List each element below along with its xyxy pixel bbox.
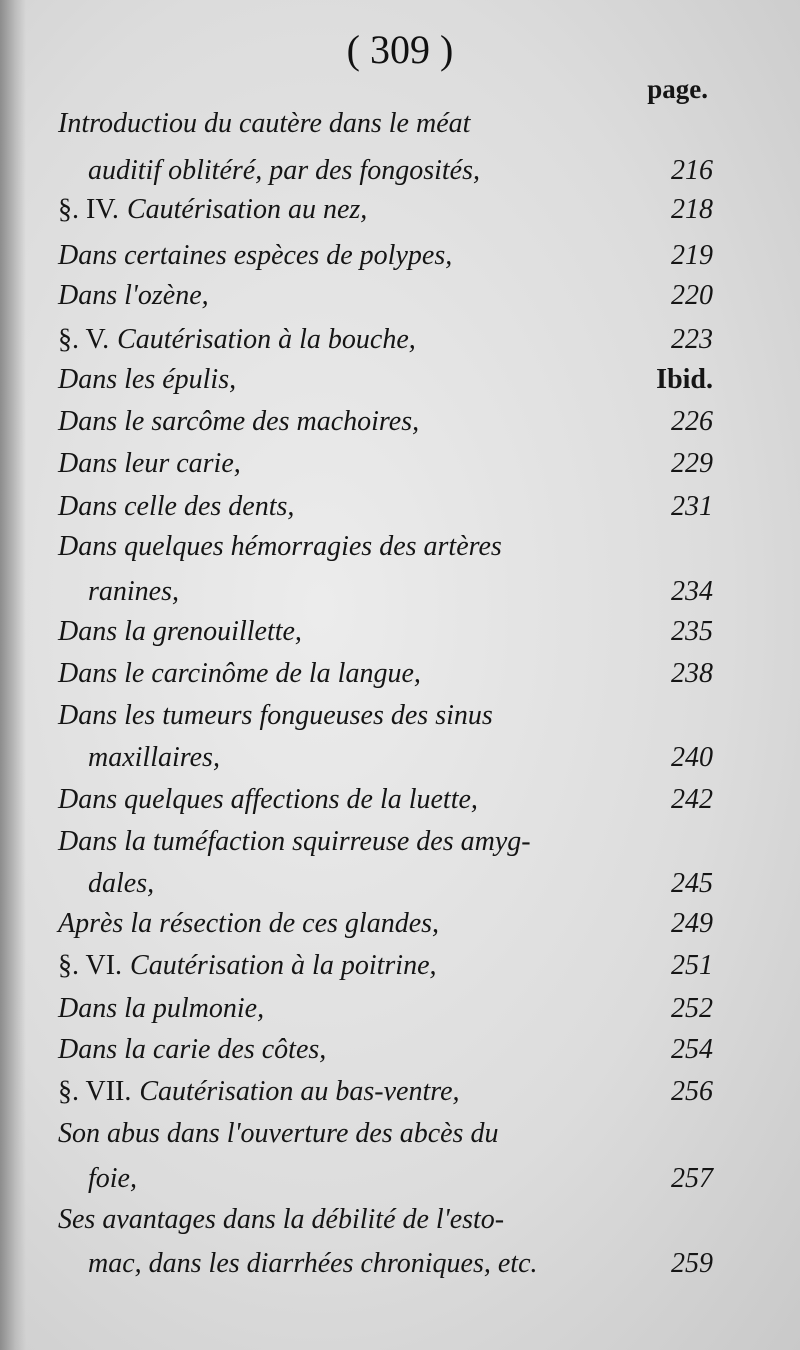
book-spine-shadow <box>0 0 26 1350</box>
toc-entry <box>88 1242 713 1286</box>
toc-entry-text: Cautérisation au bas-ventre, <box>139 1076 460 1107</box>
toc-section-number: §. IV. <box>58 194 119 225</box>
toc-entry-text: Dans les épulis, <box>58 364 237 395</box>
toc-page-number: 242 <box>671 784 713 815</box>
toc-page-number: 220 <box>671 280 713 311</box>
toc-entry-text: Dans quelques hémorragies des artères <box>58 531 502 562</box>
toc-entry-text: Après la résection de ces glandes, <box>58 908 440 939</box>
toc-page-number: 251 <box>671 950 713 981</box>
toc-entry-text: Dans la carie des côtes, <box>58 1034 327 1065</box>
toc-entry <box>58 1070 713 1114</box>
toc-entry-text: Dans le sarcôme des machoires, <box>58 406 420 437</box>
toc-entry <box>58 525 713 569</box>
toc-entry-text: Cautérisation au nez, <box>126 194 368 225</box>
toc-page-number: 226 <box>671 406 713 437</box>
toc-entry <box>88 1157 713 1201</box>
toc-section-number: §. VI. <box>58 950 123 981</box>
toc-entry <box>88 862 713 906</box>
toc-entry-text: Dans celle des dents, <box>58 491 295 522</box>
toc-entry-text: Dans la tuméfaction squirreuse des amyg- <box>58 826 531 857</box>
toc-page-number: 240 <box>671 742 713 773</box>
toc-entry <box>58 778 713 822</box>
toc-entry <box>58 987 713 1031</box>
toc-entry <box>58 442 713 486</box>
toc-page-number: 216 <box>671 155 713 186</box>
toc-entry-text: Dans le carcinôme de la langue, <box>58 658 421 689</box>
toc-entry-text: dales, <box>88 868 155 899</box>
toc-entry-text: Dans les tumeurs fongueuses des sinus <box>58 700 493 731</box>
toc-section-number: §. V. <box>58 324 110 355</box>
toc-entry <box>58 820 713 864</box>
toc-page-number: 238 <box>671 658 713 689</box>
toc-page-number: 218 <box>671 194 713 225</box>
page-column-heading: page. <box>647 74 708 104</box>
toc-page-number: 219 <box>671 240 713 271</box>
toc-entry-text: Dans quelques affections de la luette, <box>58 784 478 815</box>
toc-entry <box>58 188 713 232</box>
toc-entry-text: ranines, <box>88 576 179 607</box>
toc-entry <box>88 570 713 614</box>
toc-entry-text: foie, <box>88 1163 137 1194</box>
toc-entry-text: Cautérisation à la poitrine, <box>130 950 437 981</box>
toc-entry-text: Son abus dans l'ouverture des abcès du <box>58 1118 499 1149</box>
toc-section-number: §. VII. <box>58 1076 132 1107</box>
toc-entry <box>58 318 713 362</box>
toc-page-number: 257 <box>671 1163 713 1194</box>
toc-entry <box>58 102 713 146</box>
toc-entry <box>58 652 713 696</box>
toc-page-number: 249 <box>671 908 713 939</box>
toc-entry <box>58 400 713 444</box>
toc-page-number: 259 <box>671 1248 713 1279</box>
page-number: ( 309 ) <box>346 27 454 72</box>
toc-entry <box>58 1112 713 1156</box>
toc-entry-text: Dans l'ozène, <box>58 280 209 311</box>
toc-page-number: 245 <box>671 868 713 899</box>
toc-entry-text: maxillaires, <box>88 742 220 773</box>
toc-entry <box>58 358 713 402</box>
toc-page-number: 223 <box>671 324 713 355</box>
toc-page-number: 235 <box>671 616 713 647</box>
toc-entry-text: Dans certaines espèces de polypes, <box>58 240 453 271</box>
toc-entry <box>58 944 713 988</box>
toc-entry <box>58 274 713 318</box>
toc-entry <box>58 485 713 529</box>
toc-page-number: 256 <box>671 1076 713 1107</box>
toc-entry <box>58 1028 713 1072</box>
toc-entry-text: Ses avantages dans la débilité de l'esto- <box>58 1204 505 1235</box>
toc-entry <box>58 902 713 946</box>
toc-page-number: 234 <box>671 576 713 607</box>
toc-entry <box>58 694 713 738</box>
toc-page-number: Ibid. <box>656 364 713 395</box>
toc-entry-text: Cautérisation à la bouche, <box>117 324 416 355</box>
toc-entry-text: Dans la pulmonie, <box>58 993 265 1024</box>
toc-page-number: 229 <box>671 448 713 479</box>
toc-page-number: 231 <box>671 491 713 522</box>
toc-entry <box>58 234 713 278</box>
toc-entry <box>88 149 713 193</box>
toc-page-number: 254 <box>671 1034 713 1065</box>
toc-page-number: 252 <box>671 993 713 1024</box>
toc-entry-text: Dans la grenouillette, <box>58 616 302 647</box>
toc-entry-text: mac, dans les diarrhées chroniques, etc. <box>88 1248 538 1279</box>
toc-entry-text: Introductiou du cautère dans le méat <box>58 108 471 139</box>
toc-entry <box>58 610 713 654</box>
toc-entry <box>88 736 713 780</box>
toc-entry-text: auditif oblitéré, par des fongosités, <box>88 155 480 186</box>
toc-entry <box>58 1198 713 1242</box>
toc-entry-text: Dans leur carie, <box>58 448 241 479</box>
